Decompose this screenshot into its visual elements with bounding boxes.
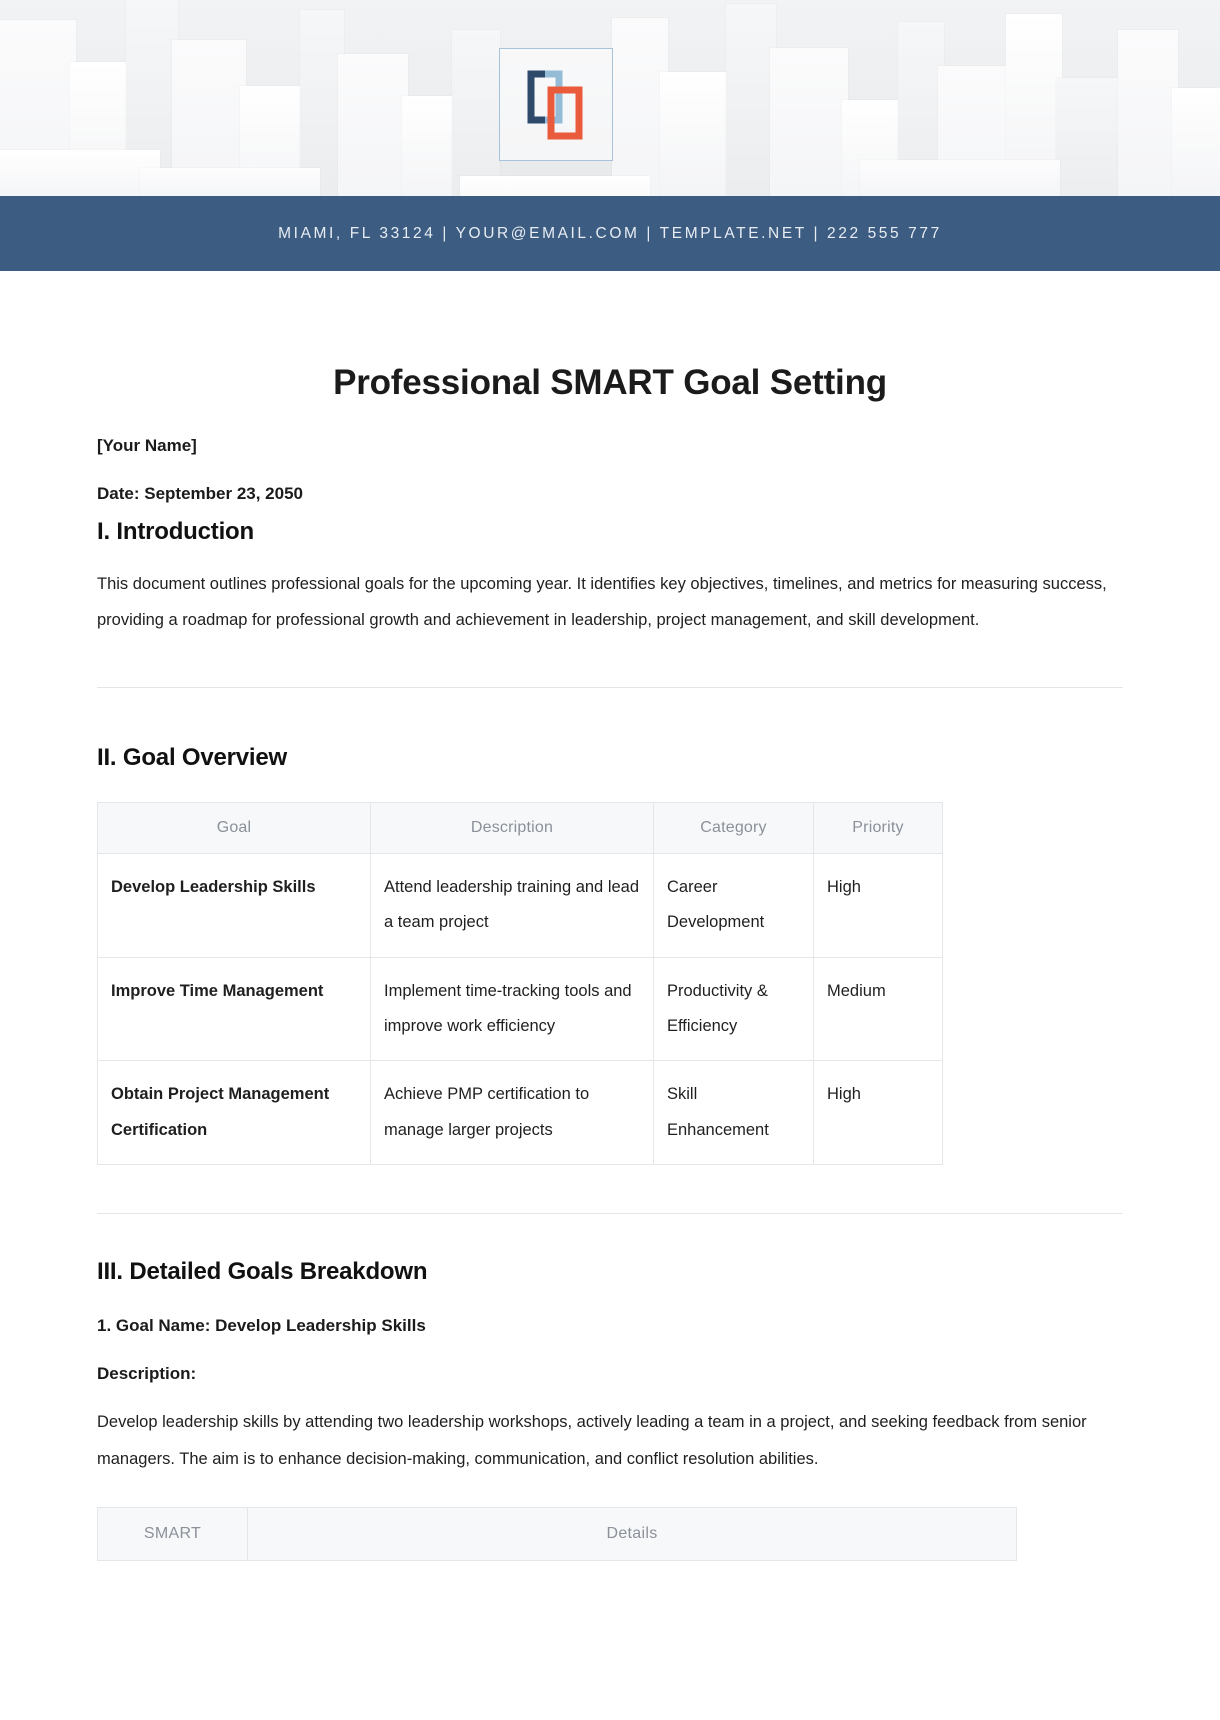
cell-priority: Medium: [814, 957, 943, 1061]
table-row: [98, 1061, 943, 1165]
goal-1-name: 1. Goal Name: Develop Leadership Skills: [97, 1316, 426, 1336]
column-header-details: Details: [248, 1508, 1017, 1561]
cell-description: Attend leadership training and lead a team project: [371, 853, 654, 957]
section-heading-introduction: I. Introduction: [97, 518, 254, 545]
contact-info-text: MIAMI, FL 33124 | YOUR@EMAIL.COM | TEMPLATE.NET | 222 555 777: [278, 224, 942, 242]
cell-category: Skill Enhancement: [654, 1061, 814, 1165]
introduction-paragraph: This document outlines professional goals for the upcoming year. It identifies key objectives, timelines, and metrics for measuring success, providing a roadmap for professional growth and achievement in leadership, project management, and skill development.: [97, 575, 1107, 630]
goal-overview-table: [97, 802, 943, 1166]
column-header-category: Category: [654, 802, 814, 853]
section-heading-goal-overview: II. Goal Overview: [97, 743, 288, 771]
cell-category: Productivity & Efficiency: [654, 957, 814, 1061]
cell-category: Career Development: [654, 853, 814, 957]
column-header-goal: Goal: [98, 802, 371, 853]
header-banner: [0, 0, 1220, 196]
column-header-priority: Priority: [814, 802, 943, 853]
table-row: [98, 853, 943, 957]
cell-description: Implement time-tracking tools and improve work efficiency: [371, 957, 654, 1061]
author-name: [Your Name]: [97, 436, 197, 455]
cell-goal: Obtain Project Management Certification: [98, 1061, 371, 1165]
page-title: Professional SMART Goal Setting: [333, 363, 887, 402]
spacer-1: [97, 688, 1123, 744]
document-date: Date: September 23, 2050: [97, 484, 303, 503]
cell-priority: High: [814, 1061, 943, 1165]
document-body: [0, 271, 1220, 1561]
table-header-row: [98, 802, 943, 853]
cell-priority: High: [814, 853, 943, 957]
goal-1-description: Develop leadership skills by attending two leadership workshops, actively leading a team in a project, and seeking feedback from senior managers. The aim is to enhance decision-making, communication, and conflict resolution abilities.: [97, 1413, 1087, 1468]
section-heading-detailed-goals: III. Detailed Goals Breakdown: [97, 1258, 428, 1286]
bracket-logo: [499, 48, 613, 161]
cell-description: Achieve PMP certification to manage larger projects: [371, 1061, 654, 1165]
cell-goal: Improve Time Management: [98, 957, 371, 1061]
spacer-2: [97, 1214, 1123, 1244]
cell-goal: Develop Leadership Skills: [98, 853, 371, 957]
smart-details-table: [97, 1507, 1017, 1561]
column-header-smart: SMART: [98, 1508, 248, 1561]
goal-1-description-label: Description:: [97, 1364, 197, 1384]
contact-bar: [0, 196, 1220, 271]
table-row: [98, 957, 943, 1061]
column-header-description: Description: [371, 802, 654, 853]
table-header-row: [98, 1508, 1017, 1561]
